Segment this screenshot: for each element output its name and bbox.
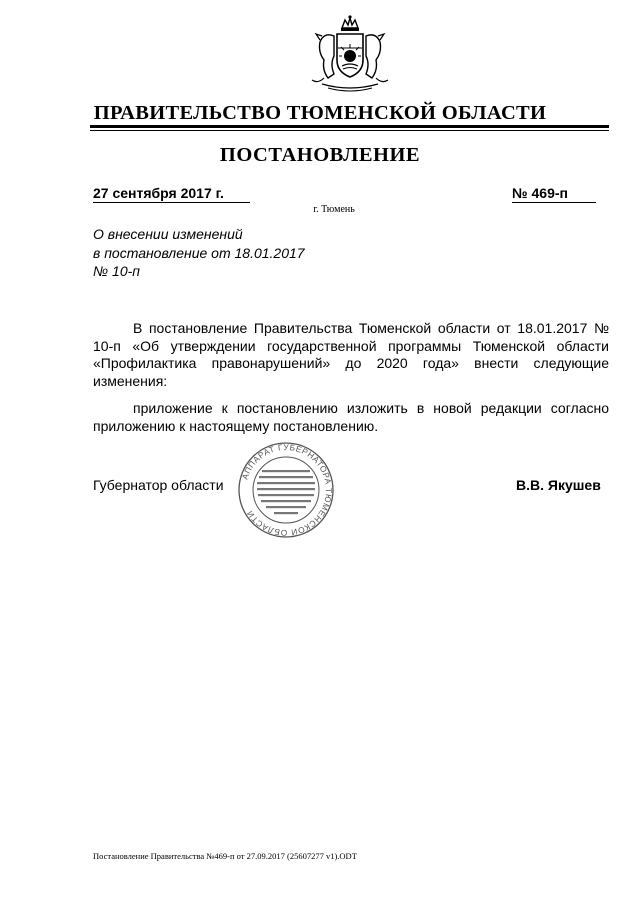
document-subject — [93, 225, 305, 281]
document-type-title: ПОСТАНОВЛЕНИЕ — [219, 144, 421, 166]
subject-line: в постановление от 18.01.2017 — [93, 244, 305, 261]
government-title: ПРАВИТЕЛЬСТВО ТЮМЕНСКОЙ ОБЛАСТИ — [93, 102, 547, 124]
document-date: 27 сентября 2017 г. — [93, 185, 250, 203]
document-body — [93, 320, 609, 435]
coat-of-arms-icon — [304, 14, 396, 94]
header-rule-thick — [90, 125, 609, 128]
signature-name: В.В. Якушев — [516, 477, 601, 493]
subject-line: № 10-п — [93, 263, 140, 279]
signature-position: Губернатор области — [93, 477, 224, 493]
body-paragraph: В постановление Правительства Тюменской области от 18.01.2017 № 10-п «Об утверждении государственной программы Тюменской области «Профилактика правонарушений» до 2020 года» внести следующие изменения: — [93, 320, 609, 389]
body-paragraph: приложение к постановлению изложить в новой редакции согласно приложению к настоящему постановлению. — [93, 400, 609, 434]
subject-line: О внесении изменений — [93, 226, 243, 242]
document-number: № 469-п — [512, 185, 596, 203]
document-city: г. Тюмень — [313, 204, 355, 215]
stamp-ring-text: АППАРАТ ГУБЕРНАТОРА ТЮМЕНСКОЙ ОБЛАСТИ — [239, 441, 335, 539]
header-rule-thin — [90, 130, 609, 131]
document-footer: Постановление Правительства №469-п от 27.09.2017 (25607277 v1).ODT — [93, 851, 357, 861]
official-seal-icon — [236, 440, 336, 540]
